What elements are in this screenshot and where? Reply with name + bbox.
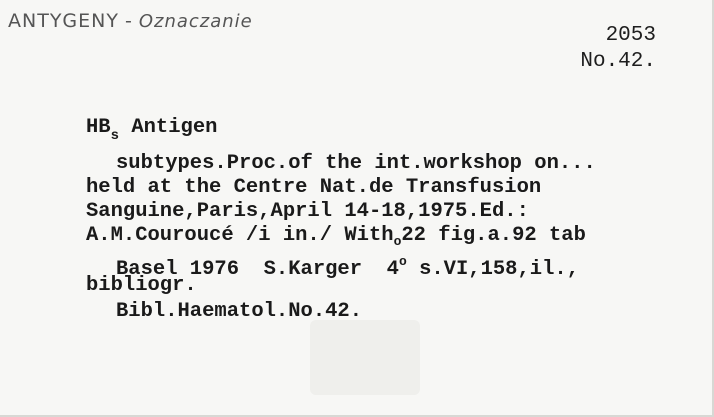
entry-line-3: Sanguine,Paris,April 14-18,1975.Ed.: [86,200,529,223]
catalog-number: 2053 [605,24,656,47]
header-title: ANTYGENY [8,10,119,32]
heading-main: HB [86,116,111,139]
entry-line-2: held at the Centre Nat.de Transfusion [86,176,542,199]
header-separator: - [124,10,133,32]
card-header [8,10,253,32]
header-subtitle: Oznaczanie [138,11,253,32]
entry-line-7: Bibl.Haematol.No.42. [116,300,363,323]
line-4-part-a: A.M.Couroucé /i in./ With [86,224,394,247]
line-5-part-a: Basel 1976 S.Karger 4 [116,258,399,281]
entry-line-1: subtypes.Proc.of the int.workshop on... [116,152,596,175]
heading-subscript: s [110,128,120,144]
line-5-superscript: o [398,254,407,269]
series-number: No.42. [580,50,656,73]
line-4-subscript: o [393,234,402,249]
line-5-part-b: s.VI,158,il., [406,258,579,281]
heading-rest: Antigen [119,116,218,139]
card-smudge [310,320,420,395]
entry-line-6: bibliogr. [86,274,197,297]
entry-heading [86,116,217,148]
line-4-part-b: 22 fig.a.92 tab [401,224,586,247]
